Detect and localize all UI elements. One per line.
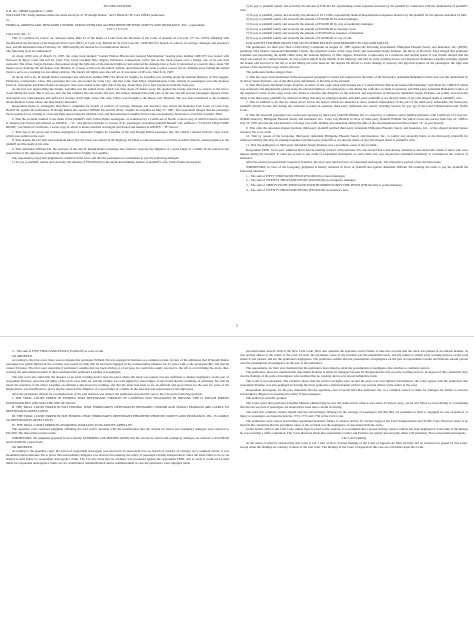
paragraph: I. THE TRIAL COURT ERRED IN FINDING THAT DEFENDANT VIRGILIO TE LASPIÑAS WAS NEGLIGENT IN DRIVING THE D' ROUGH RIDERS PASSENGER BUS AND WAS THE ONE AT FAULT.: [6, 396, 229, 405]
paragraph: Respondent Arriesgado, for his part, maintains that the appellate court correctly held that petitioner Tiu, as a common carrier, is liable for damages for failure to exercise extraordinary diligence in ensuring the safety of his passengers.: [240, 387, 468, 396]
paragraph: CALLEJO, SR., J.:: [6, 31, 31, 36]
paragraph: 7) To pay to plaintiff jointly and severally the amount of P5,000.00 as expenses of litigation;: [246, 31, 364, 36]
paragraph: vs.: [6, 17, 10, 22]
text-column-top-right: [240, 4, 468, 296]
paragraph: 3 – The sum of THIRTY-EIGHT THOUSAND FOUR HUNDRED FORTY-ONE PESOS (P38,441.00) as actual damages;: [246, 182, 403, 187]
paragraph: 6. That third-party defendant Sergio Pedrano, as driver of the cargo truck with marked (sic) "Condor Hollow Blocks & General Merchandise" with Plate No. GBP-675 which was recklessly and imprudently parked along the national highway of Compostela, Cebu during the vehicular accident in question, and third-party defendant Benjamin Condor, as the registered owner of the cargo truck who failed to exercise due diligence in the selection and supervision of third-party defendant Sergio Pedrano, are jointly and severally liable to the third-party plaintiffs for whatever liability that may be adjudged against said third-party plaintiffs or are directly liable of (sic) the alleged death of plaintiff's wife;: [240, 83, 468, 100]
paragraph: 9. That defendant William Tiu, the operator of the said D' Rough Riders passenger bus, failed to exercise the diligence of a good father of a family in the selection and supervision of his employees, particularly defendant driver Virgilio Te Laspiñas.: [6, 147, 229, 156]
paragraph: At about 4:45 a.m., D' Rough Riders passenger bus with plate number PBP-724 driven by Virgilio Te Laspiñas was cruising along the national highway of Sitio Aggies, Poblacion, Compostela, Cebu. The passenger bus was also bound for Cebu City, and had come from Maya, Daanbantayan, Cebu. Among its passengers were the Spouses Pedro A. Arriesgado and Felisa Pepito Arriesgado, who were seated at the right side of the bus, about three (3) or four (4) places from the front seat.: [6, 74, 229, 87]
paragraph: 2) To pay to plaintiff jointly and severally the amount of P38,441.50, representing actual expenses incurred by the plaintiff in connection with the death/burial of plaintiff's wife;: [240, 4, 468, 13]
paragraph: The Court notes that petitioner Laspiñas himself admitted that he saw the stalled truck when it was about 25 meters away, yet he still failed to avoid hitting it. Considering that the bus was full of passengers, he should have been more careful in driving.: [240, 401, 468, 410]
paragraph: WHEREFORE, in view of the foregoing, judgment is hereby rendered in favor of plaintiff and against defendant William Tiu ordering the latter to pay the plaintiff the following amounts:: [240, 165, 468, 174]
paragraph: D E C I S I O N: [107, 27, 128, 32]
paragraph: The following facts are undisputed:: [6, 49, 52, 54]
paragraph: Respondent PPSII, for its part, admitted that it had an existing contract with petitioner Tiu, but averred that it had already attended to and settled the claims of those who were injured during the incident. It could not accede to the claim of respondent Arriesgado, as such claim was way beyond the scheduled indemnity as contained in the contract of insurance.: [240, 147, 468, 160]
paragraph: 4) To pay to plaintiff jointly and severally the amount of P50,000.00 for moral damages;: [246, 17, 359, 22]
paragraph: 8) To pay to plaintiff jointly and severally the amount of P10,000.00 as cost of suit;: [246, 35, 353, 40]
paragraph: 1 – The sum of FIFTY THOUSAND PESOS (P50,000.00) as moral damages;: [246, 173, 346, 178]
paragraph: 3) To pay to plaintiff, jointly and severally, the amount of P1,113.80, representing medical/hospitalization expenses incurred by the plaintiff for the injuries sustained by him;: [246, 12, 467, 17]
paragraph: III. THE TRIAL COURT ERRED IN NOT FINDING THAT THIRD-PARTY DEFENDANT PHILIPPINE PHOENIX SURETY AND INSURANCE, INC. IS LIABLE TO DEFENDANTS-APPELLANTS.: [6, 413, 229, 422]
paragraph: 11. That the negligence of third-party defendant Sergio Pedrano was a proximate cause of the accident...: [246, 143, 379, 147]
paragraph: 1) To pay to plaintiff, jointly and severally, the amount of P30,000.00 for the death and untimely demise of plaintiff's wife, Felisa Pepito Arriesgado;: [12, 160, 202, 165]
page-divider: [0, 336, 474, 337]
paragraph: 6. That the accident resulted to the death of the plaintiff's wife, Felisa Pepito Arriesgado, as evidenced by a Certificate of Death, a xerox copy of which is hereto attached as integral part hereof and marked as ANNEX – "A", and physical injuries to several of its passengers, including plaintiff himself who suffered a "COLLES FRACTURE RIGHT," per Medical Certificate, a xerox copy of which is hereto attached as integral part hereof and marked as ANNEX – "B" hereof.: [6, 116, 229, 130]
paragraph: The petitioners were correct in invoking respondent Pedrano's failure to observe Article IV, Section 34(g) of the Land Transportation and Traffic Code. However, there is no merit in the contention that the proximate cause of the accident was the negligence of respondent Pedrano alone.: [240, 418, 468, 427]
paragraph: 4 – The sum of TWENTY THOUSAND PESOS (P20,000.00) as attorney's fees;: [246, 187, 349, 192]
paragraph: G.R. No. 138648 September 1, 2006: [6, 8, 53, 13]
paragraph: The petition is partially granted.: [246, 396, 287, 401]
paragraph: 5) To pay to plaintiff jointly and severally the amount of P50,000.00 by way of exemplary damages;: [246, 21, 374, 26]
paragraph: 7. That in addition to all that are stated above and in the answer which are intended to show reckless imprudence on the part of the third-party defendants, the third-party plaintiffs hereby declare that during the vehicular accident in question, third-party defendant was clearly violating Section 34, par. (g) of the Land Transportation and Traffic Code...: [240, 100, 468, 113]
paragraph: 9. That after the aforesaid alleged incident, third-party plaintiff notified third-party defendant Philippine Phoenix Surety and Insurance, Inc., of the alleged incident hereto narrated, but to no avail;: [240, 125, 468, 134]
paragraph: SECOND DIVISION: [103, 4, 132, 8]
paragraph: At about 10:00 p.m. of March 15, 1987, the cargo truck marked "Condor Hollow Blocks and General Merchandise" bearing plate number GBP-675 was loaded with firewood in Bogo, Cebu and left for Cebu City. Upon reaching Sitio Aggies, Poblacion, Compostela, Cebu, just as the truck passed over a bridge, one of its rear tires exploded. The driver, Sergio Pedrano, then parked along the right side of the national highway and removed the damaged tire to have it vulcanized at a nearby shop, about 700 meters away. Pedrano left his helper, Jose Mitante, Jr. to keep watch over the stalled vehicle, and instructed the latter to place a spare tire six fathoms away behind the stalled truck to serve as a warning for oncoming vehicles. The truck's tail lights were also left on. It was about 12:00 a.m., March 16, 1987.: [6, 53, 229, 75]
paragraph: 5. That the cargo truck mentioned in the aforequoted paragraph is owned and registered in the name of the third-party defendant Benjamin Condor and was left unattended by its driver Sergio Pedrano, one of the third-party defendants, at the time of the incident;: [240, 74, 468, 83]
paragraph: 6) To pay to plaintiff jointly and severally the amount of P20,000.00 as attorney's fees;: [246, 26, 357, 31]
paragraph: IV. THE TRIAL COURT ERRED IN AWARDING DAMAGES TO PLAINTIFF-APPELLEE.: [12, 422, 133, 427]
paragraph: SO ORDERED.: [12, 444, 33, 449]
paragraph: 5 – The sum of FIVE THOUSAND PESOS (P5,000.00) as costs of suit.: [12, 349, 104, 353]
paragraph: After the parties presented their respective evidence, the trial court ruled in favor of respondent Arriesgado. The dispositive portion of the decision reads:: [246, 160, 442, 165]
paragraph: The appellate court rendered judgment affirming the trial court's decision with the modification that the awards for moral and exemplary damages were reduced to P25,000. The dispositive portion reads:: [6, 427, 229, 436]
paragraph: The Court is not persuaded. The evidence shows that the truck's tail lights were on and the place was well lighted. Nevertheless, the Court agrees with the petitioners that respondent Pedrano was also negligent in leaving the truck parked in a slanted manner with its rear portion almost at the center of the road.: [240, 379, 468, 388]
paragraph: 10. That by reason of the foregoing, third-party defendant Philippine Phoenix Surety and Insurance, Inc., is jointly and severally liable to the third-party plaintiffs for whatever liability that may be adjudged against said third-party plaintiffs or are directly liable of (sic) the alleged death of plaintiff's wife;: [240, 134, 468, 143]
paragraph: Respondent Pedro A. Arriesgado then filed a complaint for breach of contract of carriage, damages and attorney's fees before the Regional Trial Court of Cebu City, Branch 20, against the petitioners, D' Rough Riders bus operator William Tiu and his driver, Virgilio Te Laspiñas on May 27, 1987. The respondent alleged that the passenger bus in question was cruising at a fast and high speed along the national road, and that petitioner Laspiñas did not take precautionary measures to avoid the accident. Thus:: [6, 104, 229, 117]
text-column-top-left: [6, 4, 229, 315]
paragraph: The trial court also ruled that the absence of an early warning device near the place where the truck was parked was not sufficient to impute negligence on the part of respondent Pedrano, since the tail lights of the truck were fully on, and the vicinity was well lighted by street lamps. It also found that the testimony of petitioner Tiu, that he based the selection of his driver Laspiñas on efficiency and in-service training, and that the latter had been so far an efficient and good driver for the past six years of his employment, was insufficient to prove that he observed the diligence of a good father of a family in the selection and supervision of his employees.: [6, 375, 229, 392]
paragraph: According to the appellate court, the action of respondent Arriesgado was based not on quasi-delict but on breach of contract of carriage. As a common carrier, it was incumbent upon petitioner Tiu to prove that extraordinary diligence was observed in ensuring the safety of passengers during transportation. Since the latter failed to do so, he should be held liable for respondent Arriesgado's claim. The CA also ruled that no evidence was presented against the respondent PPSII, and as such, it could not be held liable for respondent Arriesgado's claim, nor for contribution, indemnification and/or reimbursement in case the petitioners were adjudged liable.: [6, 449, 229, 466]
paragraph: PEDRO A. ARRIESGADO, BENJAMIN CONDOR, SERGIO PEDRANO and PHILIPPINE PHOENIX SURETY AND INSURANCE, INC., respondents.: [6, 22, 206, 27]
paragraph: WHEREFORE, the judgment appealed from is hereby AFFIRMED with MODIFICATION that the awards for moral and exemplary damages are reduced to P25,000.00 and P10,000.00, respectively.: [6, 435, 229, 444]
paragraph: SO ORDERED.: [12, 353, 33, 358]
text-column-bottom-left: [6, 349, 229, 629]
paragraph: 2 – The sum of TWENTY THOUSAND PESOS (P20,000.00) as exemplary damages;: [246, 178, 356, 183]
paragraph: This is a petition for review on certiorari under Rule 45 of the Rules of Court from the Decision of the Court of Appeals in CA-G.R. CV No. 54354 affirming with modification the Decision of the Regional Trial Court (RTC) of Cebu City, Branch 20, in Civil Case No. CEB-5963 for breach of contract of carriage, damages and attorney's fees, and the Resolution dated February 26, 1999 denying the motion for reconsideration thereof.: [6, 36, 229, 49]
page-number: 1: [236, 323, 238, 328]
paragraph: The Court's Ruling: [341, 435, 367, 440]
paragraph: The rules that common carriers should exercise extraordinary diligence in the carriage of passengers and that they are presumed at fault or negligent in case of death of or injury to passengers are found in Articles 1733, 1755 and 1756 of the Civil Code.: [240, 409, 468, 418]
paragraph: According to the trial court, there was no dispute that petitioner William Tiu was engaged in business as a common carrier, in view of his admission that D' Rough Riders passenger bus which figured in the accident was owned by him; that he had been engaged in the transportation business for 25 years with a sole proprietorship; and that he owned 34 buses. The trial court ruled that if petitioner Laspiñas had not been driving at a fast pace, he could have easily swerved to the left to avoid hitting the truck, thus, averting the unfortunate incident. It then concluded that petitioner Laspiñas was negligent.: [6, 358, 229, 375]
paragraph: Under Article 2185 of the Civil Code, unless there is proof to the contrary, it is presumed that a person driving a motor vehicle has been negligent if at the time of the mishap he was violating a traffic regulation. The Court therefore holds that respondents Condor and Pedrano are jointly and severally liable with petitioner Tiu to respondent Arriesgado.: [240, 427, 468, 436]
paragraph: WILLIAM TIU, doing business under the name and style of "D' Rough Riders," and VIRGILIO TE LAS PIÑAS petitioners,: [6, 13, 166, 18]
paragraph: As the bus was approaching the bridge, Laspiñas saw the stalled truck, which was then about 25 meters away. He applied the breaks and tried to swerve to the left to avoid hitting the truck. But it was too late; the bus rammed into the truck's left rear. The impact damaged the right side of the bus and left several passengers injured. Pedro Arriesgado lost consciousness and suffered a fracture in his right colles. His wife, Felisa, was brought to the Danao City Hospital. She was later transferred to the Southern Island Medical Center where she died shortly thereafter.: [6, 87, 229, 104]
paragraph: The petitioners, however, maintain that respondent Pedrano is liable for damages because he disregarded the rule on early warning devices. In support of this contention, they cite the findings of the police investigator who testified that no warning device was placed behind the truck.: [240, 370, 468, 379]
paragraph: 7. That due to the gross and reckless negligence of defendant Virgilio Te Laspiñas of the said Rough Riders passenger bus, the vehicle collided with the cargo truck, which was stalled on the road.: [6, 129, 229, 138]
paragraph: The respondents, for their part, maintain that the petitioners have failed to rebut the presumption of negligence that attaches to common carriers.: [246, 365, 430, 370]
paragraph: The respondent prayed that judgment be rendered in his favor and that the petitioners be condemned to pay the following damages:: [12, 155, 180, 160]
paragraph: After the petitioners' motion for reconsideration of the said decision was denied, the petitioners elevated the case to the CA on the following grounds:: [12, 391, 203, 396]
paragraph: II. THE TRIAL COURT ERRED IN NOT FINDING THAT THIRD-PARTY DEFENDANTS BENJAMIN CONDOR AND SERGIO PEDRANO ARE LIABLE TO DEFENDANTS-APPELLANTS.: [6, 405, 229, 414]
paragraph: provided under Article 2180 of the New Civil Code. They also question the appellate court's failure to take into account that the truck was parked in an oblique manner, its rear portion almost at the center of the road. As such, the proximate cause of the incident was the unattended truck, and the failure to install early warning devices on the road where it was parked, and not the petitioner's negligence. The petitioners submit that the presumption of negligence on the part of respondents Condor and Pedrano should prevail over the presumption of negligence on the part of the petitioners.: [240, 349, 468, 366]
paragraph: 9) PLAINTIFF FURTHER PRAYS FOR SUCH OTHER RELIEFS AND REMEDIES IN LAW AND EQUITY.: [246, 40, 390, 45]
paragraph: At the outset, it must be stressed that this Court is not a trier of facts. Factual findings of the Court of Appeals are final and may not be reviewed on appeal by this Court, except when the findings are contrary to those of the trial court. The findings of the Court of Appeals in this case are conclusive upon this Court.: [240, 440, 468, 449]
paragraph: 8. That despite the fact that said defendant knew that the truck was parked in the highway, he failed to take measures to avoid the accident, thereby causing injuries to the plaintiff and the death of his wife.: [6, 138, 229, 147]
paragraph: The petitioners further alleged, thus:: [246, 70, 293, 75]
text-column-bottom-right: [240, 349, 468, 629]
paragraph: 8. That the aforesaid passenger bus, owned and operated by third-party plaintiff William Tiu, is covered by a common carrier liability insurance with Certificate of Cover No. 054940 issued by Philippine Phoenix Surety and Insurance, Inc., Cebu City Branch, in favor of third-party plaintiff William Tiu which covers the period from July 22, 1986 to July 22, 1987 and that the said insurance coverage was valid, binding and subsisting during the time of the aforementioned incident (Annex "A" as part hereof);: [240, 112, 468, 125]
paragraph: The petitioners, for their part, filed a Third-Party Complaint on August 21, 1987 against the following respondents: Philippine Phoenix Surety and Insurance, Inc. (PPSII), petitioner Tiu's insurer; respondent Benjamin Condor, the registered owner of the cargo truck; and respondent Sergio Pedrano, the driver of the truck. They alleged that petitioner Laspiñas was negotiating the uphill climb along the national highway of Sitio Aggies, Poblacion, Compostela, in a moderate and normal speed. It was further alleged that the truck was parked in a slanted manner, its rear portion almost in the middle of the highway, and that no early warning device was displayed. Petitioner Laspiñas promptly applied the brakes and swerved to the left to avoid hitting the truck head-on, but despite his efforts to avoid damage to property and physical injuries on the passengers, the right side portion of the bus hit the cargo truck's left rear.: [240, 45, 468, 70]
